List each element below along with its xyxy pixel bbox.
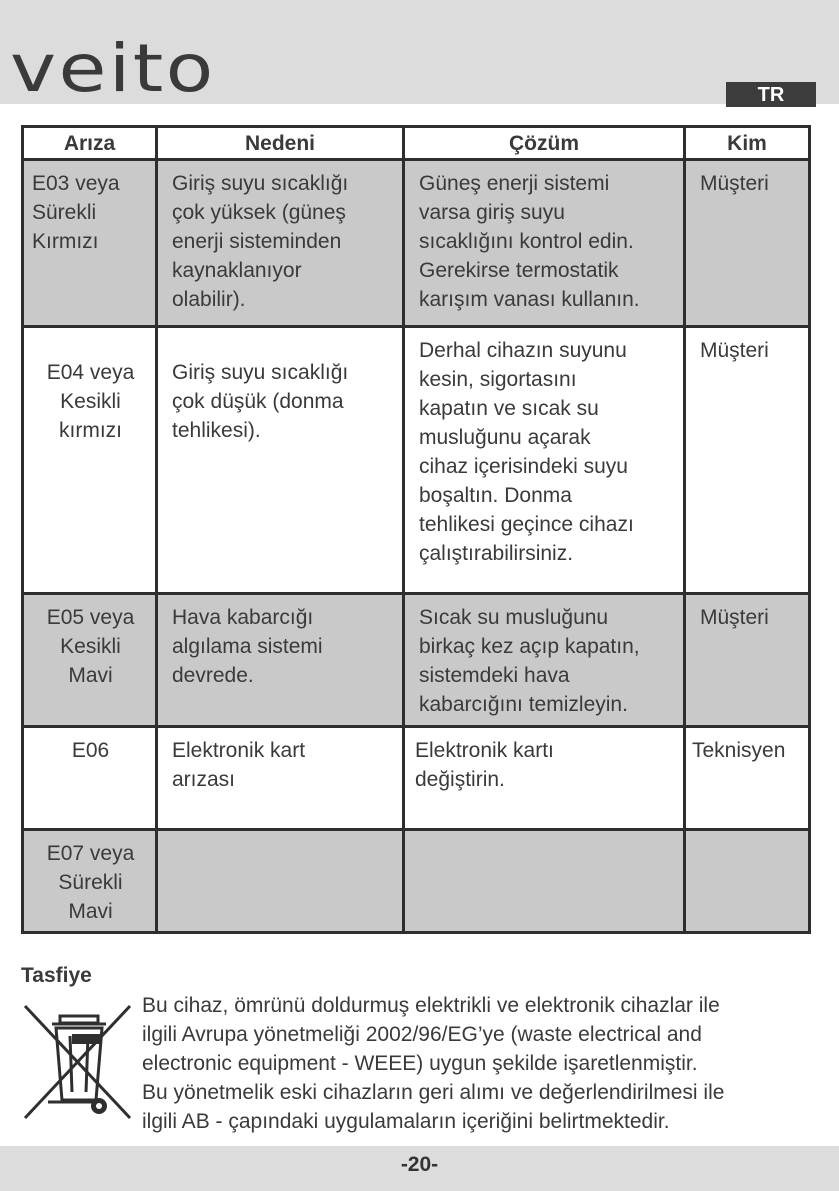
solution-line: karışım vanası kullanın. [419,288,640,311]
disposal-line: ilgili Avrupa yönetmeliği 2002/96/EG’ye (waste electrical and [142,1023,702,1046]
cause-line: Giriş suyu sıcaklığı [172,172,349,195]
who-cell: Müşteri [685,327,810,594]
cause-cell [157,327,404,594]
table-row-e04 [23,327,810,594]
solution-line: tehlikesi geçince cihazı [419,513,634,536]
error-code-table [21,125,811,934]
cause-cell [157,830,404,933]
fault-code-line: E07 veya [46,842,135,865]
solution-line: Gerekirse termostatik [419,259,619,282]
cause-line: Hava kabarcığı [172,606,314,629]
fault-code-line: Kesikli [60,390,121,413]
fault-code-line: kırmızı [59,419,122,442]
crossed-out-wheelie-bin-icon [22,1002,134,1122]
solution-line: sistemdeki hava [419,664,570,687]
cause-cell [157,727,404,830]
fault-code-line: Mavi [68,900,113,923]
fault-code-line: E04 veya [46,361,135,384]
disposal-line: ilgili AB - çapındaki uygulamaların içeriğini belirtmektedir. [142,1110,670,1133]
cause-cell [157,594,404,727]
solution-cell [404,160,685,327]
table-row-e03 [23,160,810,327]
cause-line: algılama sistemi [172,635,323,658]
cause-line: devrede. [172,664,254,687]
disposal-paragraph [142,991,822,1136]
fault-code-cell [23,160,157,327]
fault-code-line: Kırmızı [32,230,99,253]
brand-logo: veito [10,30,216,107]
disposal-line: Bu cihaz, ömrünü doldurmuş elektrikli ve elektronik cihazlar ile [142,994,720,1017]
cause-line: olabilir). [172,288,246,311]
solution-cell [404,327,685,594]
fault-code-line: E05 veya [46,606,135,629]
cause-cell [157,160,404,327]
table-row-e07 [23,830,810,933]
who-cell [685,830,810,933]
disposal-line: Bu yönetmelik eski cihazların geri alımı ve değerlendirilmesi ile [142,1081,725,1104]
solution-line: çalıştırabilirsiniz. [419,542,574,565]
solution-line: kapatın ve sıcak su [419,397,599,420]
fault-code-line: Sürekli [32,201,97,224]
solution-cell [404,727,685,830]
language-badge: TR [726,82,816,107]
cause-line: Giriş suyu sıcaklığı [172,361,349,384]
solution-line: kabarcığını temizleyin. [419,693,628,716]
fault-code-line: Mavi [68,664,113,687]
fault-code-line: E06 [71,739,110,762]
table-row-e06 [23,727,810,830]
disposal-title: Tasfiye [21,964,92,987]
page-number: -20- [400,1153,439,1176]
fault-code-line: Sürekli [58,871,123,894]
solution-line: Güneş enerji sistemi [419,172,610,195]
fault-code-line: E03 veya [32,172,120,195]
who-cell: Müşteri [685,160,810,327]
solution-line: cihaz içerisindeki suyu [419,455,628,478]
fault-code-cell [23,594,157,727]
solution-line: sıcaklığını kontrol edin. [419,230,634,253]
fault-code-cell [23,830,157,933]
solution-line: varsa giriş suyu [419,201,565,224]
who-cell: Müşteri [685,594,810,727]
table-header-row [23,127,810,160]
cause-line: Elektronik kart [172,739,306,762]
solution-line: Elektronik kartı [415,739,554,762]
fault-code-cell [23,327,157,594]
solution-line: musluğunu açarak [419,426,591,449]
column-header-solution: Çözüm [404,127,685,160]
table-row-e05 [23,594,810,727]
cause-line: kaynaklanıyor [172,259,302,282]
solution-cell [404,594,685,727]
cause-line: enerji sisteminden [172,230,342,253]
cause-line: tehlikesi). [172,419,261,442]
solution-line: değiştirin. [415,768,505,791]
solution-line: kesin, sigortasını [419,368,577,391]
column-header-cause: Nedeni [157,127,404,160]
fault-code-cell [23,727,157,830]
solution-line: Derhal cihazın suyunu [419,339,627,362]
solution-line: boşaltın. Donma [419,484,572,507]
cause-line: çok düşük (donma [172,390,344,413]
solution-cell [404,830,685,933]
cause-line: çok yüksek (güneş [172,201,346,224]
solution-line: Sıcak su musluğunu [419,606,609,629]
disposal-line: electronic equipment - WEEE) uygun şekilde işaretlenmiştir. [142,1052,698,1075]
fault-code-line: Kesikli [60,635,121,658]
solution-line: birkaç kez açıp kapatın, [419,635,640,658]
column-header-who: Kim [685,127,810,160]
cause-line: arızası [172,768,236,791]
column-header-fault: Arıza [23,127,157,160]
who-cell: Teknisyen [685,727,810,830]
